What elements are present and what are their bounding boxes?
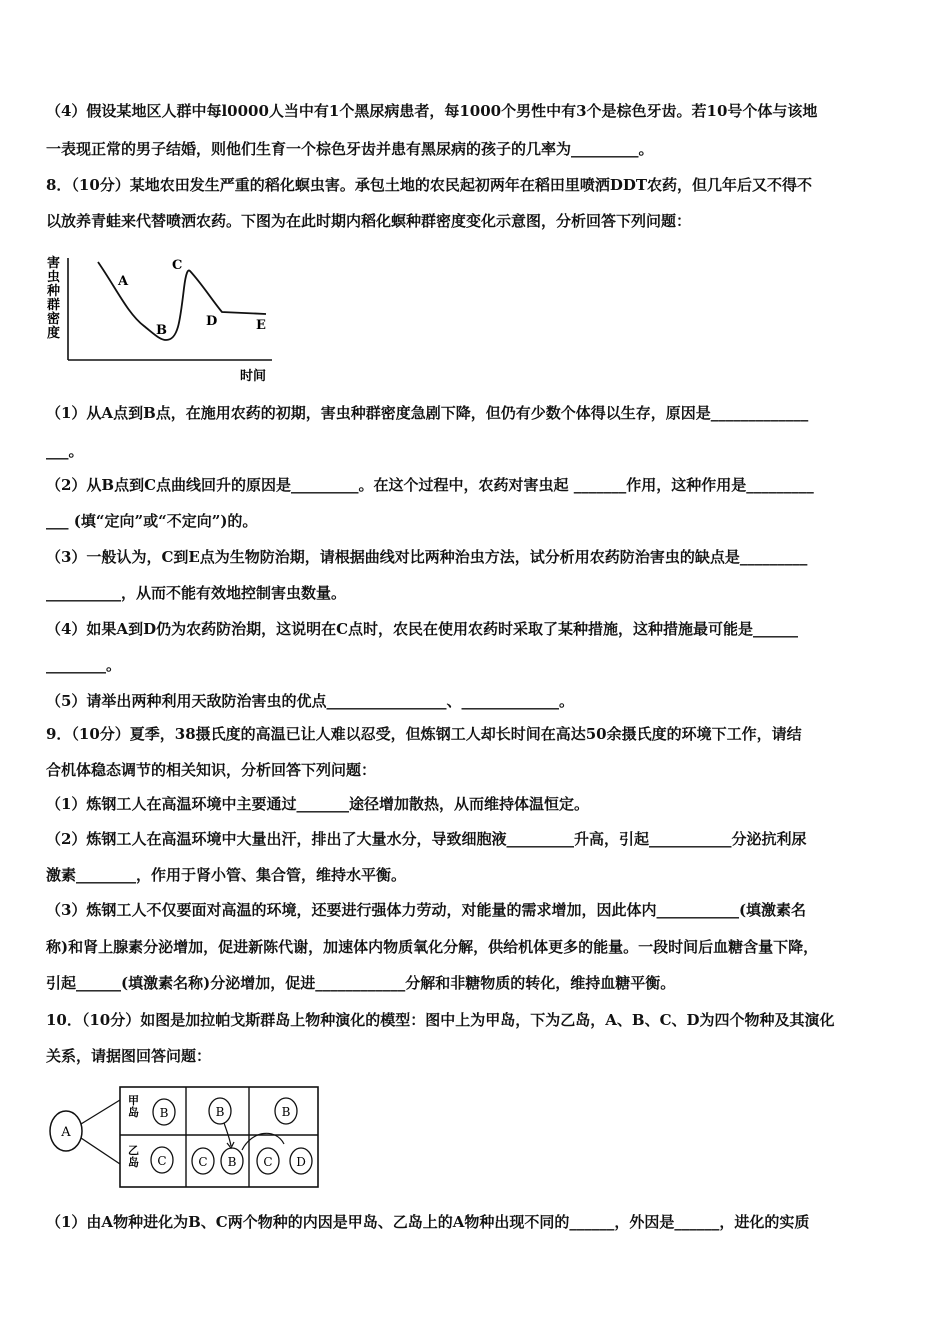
q9-part2-line1: （2）炼钢工人在高温环境中大量出汗，排出了大量水分，导致细胞液_________升高，引起___________分泌抗利尿 bbox=[46, 830, 807, 848]
q9-part2-line2: 激素________，作用于肾小管、集合管，维持水平衡。 bbox=[46, 866, 407, 884]
q8-part4-line2: ________。 bbox=[46, 656, 122, 674]
ylabel-char: 密 bbox=[47, 312, 61, 327]
q8-part2-line2: ___ (填“定向”或“不定向”)的。 bbox=[46, 512, 258, 530]
branch-to-top bbox=[81, 1100, 120, 1124]
q9-part1-line: （1）炼钢工人在高温环境中主要通过_______途径增加散热，从而维持体温恒定。 bbox=[46, 795, 589, 813]
q8-part3-line2: __________，从而不能有效地控制害虫数量。 bbox=[46, 584, 347, 602]
species-label: B bbox=[281, 1105, 291, 1119]
q8-part5-line: （5）请举出两种利用天敌防治害虫的优点________________、_____________。 bbox=[46, 692, 574, 710]
species-label: C bbox=[198, 1155, 208, 1169]
branch-to-bottom bbox=[81, 1138, 120, 1164]
point-label-c: C bbox=[172, 258, 183, 273]
q9-part3-line1: （3）炼钢工人不仅要面对高温的环境，还要进行强体力劳动，对能量的需求增加，因此体内___________(填激素名 bbox=[46, 901, 807, 919]
island-grid bbox=[120, 1087, 318, 1187]
q8-part1-line2: ___。 bbox=[46, 442, 84, 460]
island-top-label: 甲岛 bbox=[128, 1094, 139, 1119]
q8-part3-line1: （3）一般认为，C到E点为生物防治期，请根据曲线对比两种治虫方法，试分析用农药防治害虫的缺点是_________ bbox=[46, 548, 808, 566]
q9-stem-line2: 合机体稳态调节的相关知识，分析回答下列问题： bbox=[46, 761, 377, 779]
island-evolution-diagram bbox=[46, 1080, 326, 1194]
q8-part1-line1: （1）从A点到B点，在施用农药的初期，害虫种群密度急剧下降，但仍有少数个体得以生存，原因是_____________ bbox=[46, 404, 809, 422]
q9-part3-line2: 称)和肾上腺素分泌增加，促进新陈代谢，加速体内物质氧化分解，供给机体更多的能量。一段时间后血糖含量下降， bbox=[46, 938, 819, 956]
q7-part4-line2: 一表现正常的男子结婚，则他们生育一个棕色牙齿并患有黑尿病的孩子的几率为_________。 bbox=[46, 140, 654, 158]
point-label-e: E bbox=[256, 318, 266, 333]
q9-part3-line3: 引起______(填激素名称)分泌增加，促进____________分解和非糖物质的转化，维持血糖平衡。 bbox=[46, 974, 676, 992]
ylabel-char: 种 bbox=[47, 284, 61, 299]
y-axis-label bbox=[46, 255, 61, 341]
x-axis-label: 时间 bbox=[240, 369, 267, 384]
q7-part4-line1: （4）假设某地区人群中每l0000人当中有1个黑尿病患者，每1000个男性中有3个是棕色牙齿。若10号个体与该地 bbox=[46, 102, 818, 120]
q8-stem-line2: 以放养青蛙来代替喷洒农药。下图为在此时期内稻化螟种群密度变化示意图，分析回答下列问题： bbox=[46, 212, 692, 230]
species-label: C bbox=[263, 1155, 273, 1169]
ylabel-char: 虫 bbox=[47, 270, 61, 285]
point-label-a: A bbox=[118, 274, 129, 289]
q8-part4-line1: （4）如果A到D仍为农药防治期，这说明在C点时，农民在使用农药时采取了某种措施，这种措施最可能是______ bbox=[46, 620, 799, 638]
point-label-d: D bbox=[206, 314, 218, 329]
species-label: B bbox=[227, 1155, 237, 1169]
island-bottom-label: 乙岛 bbox=[128, 1144, 139, 1169]
pest-density-graph bbox=[44, 248, 284, 384]
ancestor-label: A bbox=[61, 1125, 71, 1140]
ylabel-char: 度 bbox=[47, 326, 61, 341]
point-label-b: B bbox=[156, 323, 167, 338]
q8-stem-line1: 8．（10分）某地农田发生严重的稻化螟虫害。承包土地的农民起初两年在稻田里喷洒DDT农药，但几年后又不得不 bbox=[46, 176, 812, 194]
ylabel-char: 群 bbox=[47, 298, 61, 313]
q10-part1-line1: （1）由A物种进化为B、C两个物种的内因是甲岛、乙岛上的A物种出现不同的______，外因是______，进化的实质 bbox=[46, 1213, 810, 1231]
q10-stem-line2: 关系，请据图回答问题： bbox=[46, 1047, 212, 1065]
species-label: C bbox=[157, 1154, 167, 1168]
q10-stem-line1: 10．（10分）如图是加拉帕戈斯群岛上物种演化的模型：图中上为甲岛，下为乙岛，A、B、C、D为四个物种及其演化 bbox=[46, 1011, 835, 1029]
ylabel-char: 害 bbox=[47, 256, 61, 271]
species-label: B bbox=[159, 1106, 169, 1120]
species-label: B bbox=[215, 1105, 225, 1119]
q9-stem-line1: 9．（10分）夏季，38摄氏度的高温已让人难以忍受，但炼钢工人却长时间在高达50余摄氏度的环境下工作，请结 bbox=[46, 725, 802, 743]
q8-part2-line1: （2）从B点到C点曲线回升的原因是_________。在这个过程中，农药对害虫起 _______作用，这种作用是_________ bbox=[46, 476, 814, 494]
species-label: D bbox=[296, 1155, 306, 1169]
